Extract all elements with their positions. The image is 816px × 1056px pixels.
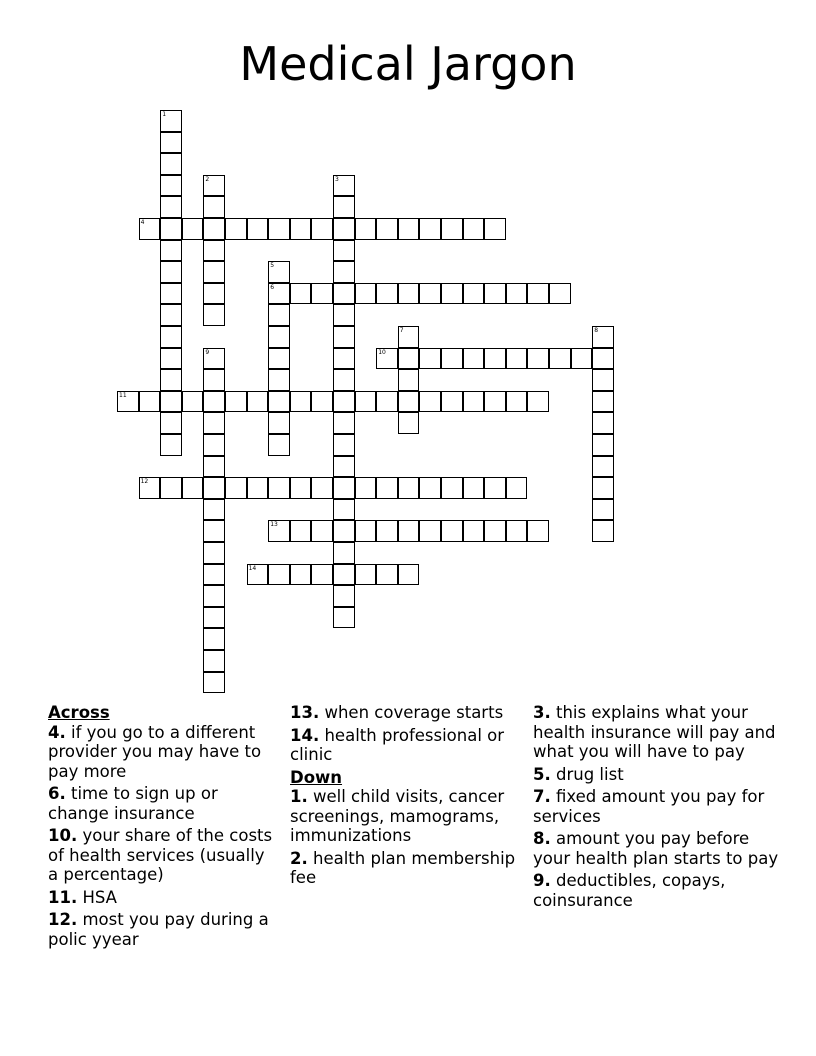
grid-cell[interactable] (333, 434, 355, 456)
grid-cell[interactable] (290, 283, 312, 305)
clue-number: 14 (248, 564, 257, 572)
grid-cell[interactable] (549, 348, 571, 370)
grid-cell[interactable] (592, 520, 614, 542)
grid-cell[interactable] (311, 283, 333, 305)
clue-item (533, 871, 783, 910)
grid-cell[interactable] (592, 456, 614, 478)
grid-cell[interactable] (203, 218, 225, 240)
grid-cell[interactable] (160, 477, 182, 499)
grid-cell[interactable] (160, 348, 182, 370)
grid-cell[interactable] (333, 348, 355, 370)
grid-cell[interactable] (333, 240, 355, 262)
clue-number: 10 (378, 348, 386, 356)
grid-cell[interactable] (463, 520, 485, 542)
grid-cell[interactable] (463, 348, 485, 370)
grid-cell[interactable] (463, 477, 485, 499)
grid-cell[interactable] (355, 520, 377, 542)
clue-number: 13 (270, 521, 278, 529)
grid-cell[interactable] (592, 369, 614, 391)
grid-cell[interactable] (139, 391, 161, 413)
clue-number-label: 13. (290, 703, 320, 722)
grid-cell[interactable] (484, 391, 506, 413)
clue-item (48, 723, 278, 782)
clue-number: 4 (140, 219, 145, 226)
grid-cell[interactable] (484, 477, 506, 499)
grid-cell[interactable] (398, 477, 420, 499)
grid-cell[interactable] (290, 477, 312, 499)
grid-cell[interactable] (203, 607, 225, 629)
grid-cell[interactable] (203, 650, 225, 672)
grid-cell[interactable] (311, 477, 333, 499)
clue-text: time to sign up or change insurance (48, 784, 218, 823)
clue-text: most you pay during a polic yyear (48, 910, 269, 949)
grid-cell[interactable] (268, 391, 290, 413)
clue-text: when coverage starts (319, 703, 504, 722)
grid-cell[interactable] (160, 434, 182, 456)
grid-cell[interactable] (376, 348, 398, 370)
grid-cell[interactable] (160, 196, 182, 218)
grid-cell[interactable] (463, 391, 485, 413)
clue-number-label: 5. (533, 764, 551, 784)
clue-number: 7 (399, 327, 404, 334)
grid-cell[interactable] (160, 369, 182, 391)
grid-cell[interactable] (592, 348, 614, 370)
grid-cell[interactable] (506, 391, 528, 413)
grid-cell[interactable] (268, 218, 290, 240)
grid-cell[interactable] (419, 520, 441, 542)
grid-cell[interactable] (311, 391, 333, 413)
clue-text: your share of the costs of health services (usually a percentage) (48, 826, 273, 884)
grid-cell[interactable] (117, 391, 139, 413)
clue-text: amount you pay before your health plan starts to pay (533, 829, 779, 868)
grid-cell[interactable] (333, 456, 355, 478)
grid-cell[interactable] (311, 564, 333, 586)
clue-item (533, 787, 783, 826)
grid-cell[interactable] (419, 391, 441, 413)
clue-text: health professional or clinic (290, 725, 505, 764)
clues-column-1 (48, 703, 278, 952)
grid-cell[interactable] (355, 477, 377, 499)
grid-cell[interactable] (506, 283, 528, 305)
grid-cell[interactable] (592, 434, 614, 456)
grid-cell[interactable] (333, 175, 355, 197)
clue-item (48, 888, 278, 908)
grid-cell[interactable] (484, 520, 506, 542)
grid-cell[interactable] (311, 520, 333, 542)
clue-item (48, 826, 278, 885)
grid-cell[interactable] (398, 564, 420, 586)
grid-cell[interactable] (203, 628, 225, 650)
grid-cell[interactable] (225, 218, 247, 240)
grid-cell[interactable] (203, 520, 225, 542)
grid-cell[interactable] (247, 391, 269, 413)
grid-cell[interactable] (268, 304, 290, 326)
grid-cell[interactable] (225, 477, 247, 499)
grid-cell[interactable] (160, 412, 182, 434)
clue-text: well child visits, cancer screenings, mamograms, immunizations (290, 787, 505, 845)
clue-number: 1 (162, 111, 167, 118)
grid-cell[interactable] (160, 153, 182, 175)
clue-number-label: 4. (48, 722, 66, 742)
grid-cell[interactable] (441, 218, 463, 240)
clue-number-label: 11. (48, 887, 78, 907)
grid-cell[interactable] (333, 412, 355, 434)
grid-cell[interactable] (441, 348, 463, 370)
clue-number-label: 1. (290, 787, 308, 806)
grid-cell[interactable] (333, 499, 355, 521)
clue-item (290, 703, 520, 723)
clue-item (290, 726, 520, 765)
grid-cell[interactable] (268, 369, 290, 391)
clue-number: 5 (270, 262, 275, 270)
grid-cell[interactable] (419, 348, 441, 370)
grid-cell[interactable] (333, 196, 355, 218)
clue-number: 2 (205, 175, 210, 183)
grid-cell[interactable] (333, 585, 355, 607)
grid-cell[interactable] (592, 499, 614, 521)
clue-item (290, 849, 520, 888)
clues-column-2 (290, 703, 520, 891)
grid-cell[interactable] (592, 391, 614, 413)
grid-cell[interactable] (333, 607, 355, 629)
clue-number: 9 (205, 348, 210, 356)
grid-cell[interactable] (333, 261, 355, 283)
grid-cell[interactable] (333, 477, 355, 499)
grid-cell[interactable] (527, 283, 549, 305)
clue-item (48, 784, 278, 823)
grid-cell[interactable] (506, 520, 528, 542)
grid-cell[interactable] (268, 434, 290, 456)
grid-cell[interactable] (268, 564, 290, 586)
grid-cell[interactable] (506, 477, 528, 499)
grid-cell[interactable] (160, 283, 182, 305)
grid-cell[interactable] (203, 348, 225, 370)
grid-cell[interactable] (182, 477, 204, 499)
grid-cell[interactable] (376, 283, 398, 305)
grid-cell[interactable] (247, 218, 269, 240)
grid-cell[interactable] (398, 218, 420, 240)
grid-cell[interactable] (203, 499, 225, 521)
clue-text: drug list (550, 764, 624, 784)
grid-cell[interactable] (203, 304, 225, 326)
clue-number-label: 6. (48, 784, 66, 803)
grid-cell[interactable] (527, 348, 549, 370)
clues-column-3 (533, 703, 783, 913)
grid-cell[interactable] (441, 391, 463, 413)
clue-number: 3 (335, 175, 339, 183)
grid-cell[interactable] (333, 542, 355, 564)
grid-cell[interactable] (419, 477, 441, 499)
grid-cell[interactable] (398, 326, 420, 348)
grid-cell[interactable] (203, 477, 225, 499)
grid-cell[interactable] (441, 477, 463, 499)
clue-number-label: 8. (533, 829, 551, 848)
clue-text: HSA (77, 887, 117, 907)
grid-cell[interactable] (333, 564, 355, 586)
clue-heading-down: Down (290, 767, 343, 787)
grid-cell[interactable] (160, 326, 182, 348)
grid-cell[interactable] (398, 283, 420, 305)
grid-cell[interactable] (160, 110, 182, 132)
grid-cell[interactable] (203, 240, 225, 262)
grid-cell[interactable] (160, 218, 182, 240)
grid-cell[interactable] (268, 261, 290, 283)
grid-cell[interactable] (571, 348, 593, 370)
grid-cell[interactable] (268, 477, 290, 499)
grid-cell[interactable] (333, 218, 355, 240)
grid-cell[interactable] (527, 391, 549, 413)
grid-cell[interactable] (506, 348, 528, 370)
grid-cell[interactable] (376, 564, 398, 586)
clue-text: if you go to a different provider you may have to pay more (48, 722, 262, 781)
grid-cell[interactable] (290, 391, 312, 413)
grid-cell[interactable] (398, 412, 420, 434)
grid-cell[interactable] (160, 240, 182, 262)
grid-cell[interactable] (333, 520, 355, 542)
grid-cell[interactable] (311, 218, 333, 240)
grid-cell[interactable] (398, 348, 420, 370)
grid-cell[interactable] (160, 261, 182, 283)
puzzle-title: Medical Jargon (239, 37, 577, 91)
grid-cell[interactable] (268, 283, 290, 305)
clue-heading-across: Across (48, 703, 110, 722)
grid-cell[interactable] (355, 283, 377, 305)
clue-number-label: 7. (533, 787, 551, 806)
clue-item (533, 703, 783, 762)
grid-cell[interactable] (268, 412, 290, 434)
clue-text: health plan membership fee (290, 848, 516, 887)
clue-number: 8 (594, 327, 599, 334)
grid-cell[interactable] (203, 542, 225, 564)
grid-cell[interactable] (247, 477, 269, 499)
clue-number-label: 12. (48, 910, 78, 929)
grid-cell[interactable] (268, 326, 290, 348)
grid-cell[interactable] (203, 564, 225, 586)
grid-cell[interactable] (463, 283, 485, 305)
grid-cell[interactable] (290, 520, 312, 542)
grid-cell[interactable] (225, 391, 247, 413)
clue-number-label: 10. (48, 826, 78, 845)
grid-cell[interactable] (139, 218, 161, 240)
grid-cell[interactable] (592, 477, 614, 499)
grid-cell[interactable] (463, 218, 485, 240)
grid-cell[interactable] (419, 218, 441, 240)
clue-number: 11 (119, 391, 127, 399)
grid-cell[interactable] (160, 391, 182, 413)
grid-cell[interactable] (376, 477, 398, 499)
grid-cell[interactable] (203, 175, 225, 197)
clue-number: 12 (140, 478, 149, 486)
grid-cell[interactable] (160, 304, 182, 326)
grid-cell[interactable] (333, 391, 355, 413)
grid-cell[interactable] (376, 218, 398, 240)
grid-cell[interactable] (203, 391, 225, 413)
clue-item (48, 910, 278, 949)
grid-cell[interactable] (527, 520, 549, 542)
grid-cell[interactable] (160, 175, 182, 197)
grid-cell[interactable] (203, 585, 225, 607)
grid-cell[interactable] (290, 218, 312, 240)
grid-cell[interactable] (592, 326, 614, 348)
grid-cell[interactable] (355, 564, 377, 586)
grid-cell[interactable] (398, 369, 420, 391)
grid-cell[interactable] (203, 412, 225, 434)
clue-text: this explains what your health insurance will pay and what you will have to pay (533, 703, 776, 761)
clue-item (533, 829, 783, 868)
grid-cell[interactable] (484, 283, 506, 305)
grid-cell[interactable] (203, 283, 225, 305)
grid-cell[interactable] (160, 132, 182, 154)
grid-cell[interactable] (333, 283, 355, 305)
grid-cell[interactable] (441, 520, 463, 542)
grid-cell[interactable] (182, 218, 204, 240)
grid-cell[interactable] (549, 283, 571, 305)
grid-cell[interactable] (333, 326, 355, 348)
clue-number: 6 (270, 283, 275, 291)
clue-item (290, 787, 520, 846)
grid-cell[interactable] (592, 412, 614, 434)
grid-cell[interactable] (333, 369, 355, 391)
grid-cell[interactable] (203, 196, 225, 218)
clue-number-label: 9. (533, 871, 551, 890)
grid-cell[interactable] (203, 672, 225, 694)
clue-item (533, 765, 783, 785)
grid-cell[interactable] (333, 304, 355, 326)
grid-cell[interactable] (419, 283, 441, 305)
grid-cell[interactable] (376, 391, 398, 413)
grid-cell[interactable] (182, 391, 204, 413)
grid-cell[interactable] (268, 520, 290, 542)
grid-cell[interactable] (484, 218, 506, 240)
grid-cell[interactable] (484, 348, 506, 370)
clue-text: deductibles, copays, coinsurance (533, 871, 726, 910)
grid-cell[interactable] (203, 369, 225, 391)
grid-cell[interactable] (355, 391, 377, 413)
grid-cell[interactable] (290, 564, 312, 586)
grid-cell[interactable] (203, 261, 225, 283)
clue-number-label: 2. (290, 848, 308, 868)
grid-cell[interactable] (203, 456, 225, 478)
grid-cell[interactable] (441, 283, 463, 305)
clue-number-label: 14. (290, 725, 320, 745)
grid-cell[interactable] (247, 564, 269, 586)
clue-number-label: 3. (533, 703, 551, 722)
grid-cell[interactable] (139, 477, 161, 499)
clue-text: fixed amount you pay for services (533, 787, 765, 826)
grid-cell[interactable] (398, 520, 420, 542)
grid-cell[interactable] (398, 391, 420, 413)
grid-cell[interactable] (376, 520, 398, 542)
grid-cell[interactable] (268, 348, 290, 370)
grid-cell[interactable] (203, 434, 225, 456)
grid-cell[interactable] (355, 218, 377, 240)
